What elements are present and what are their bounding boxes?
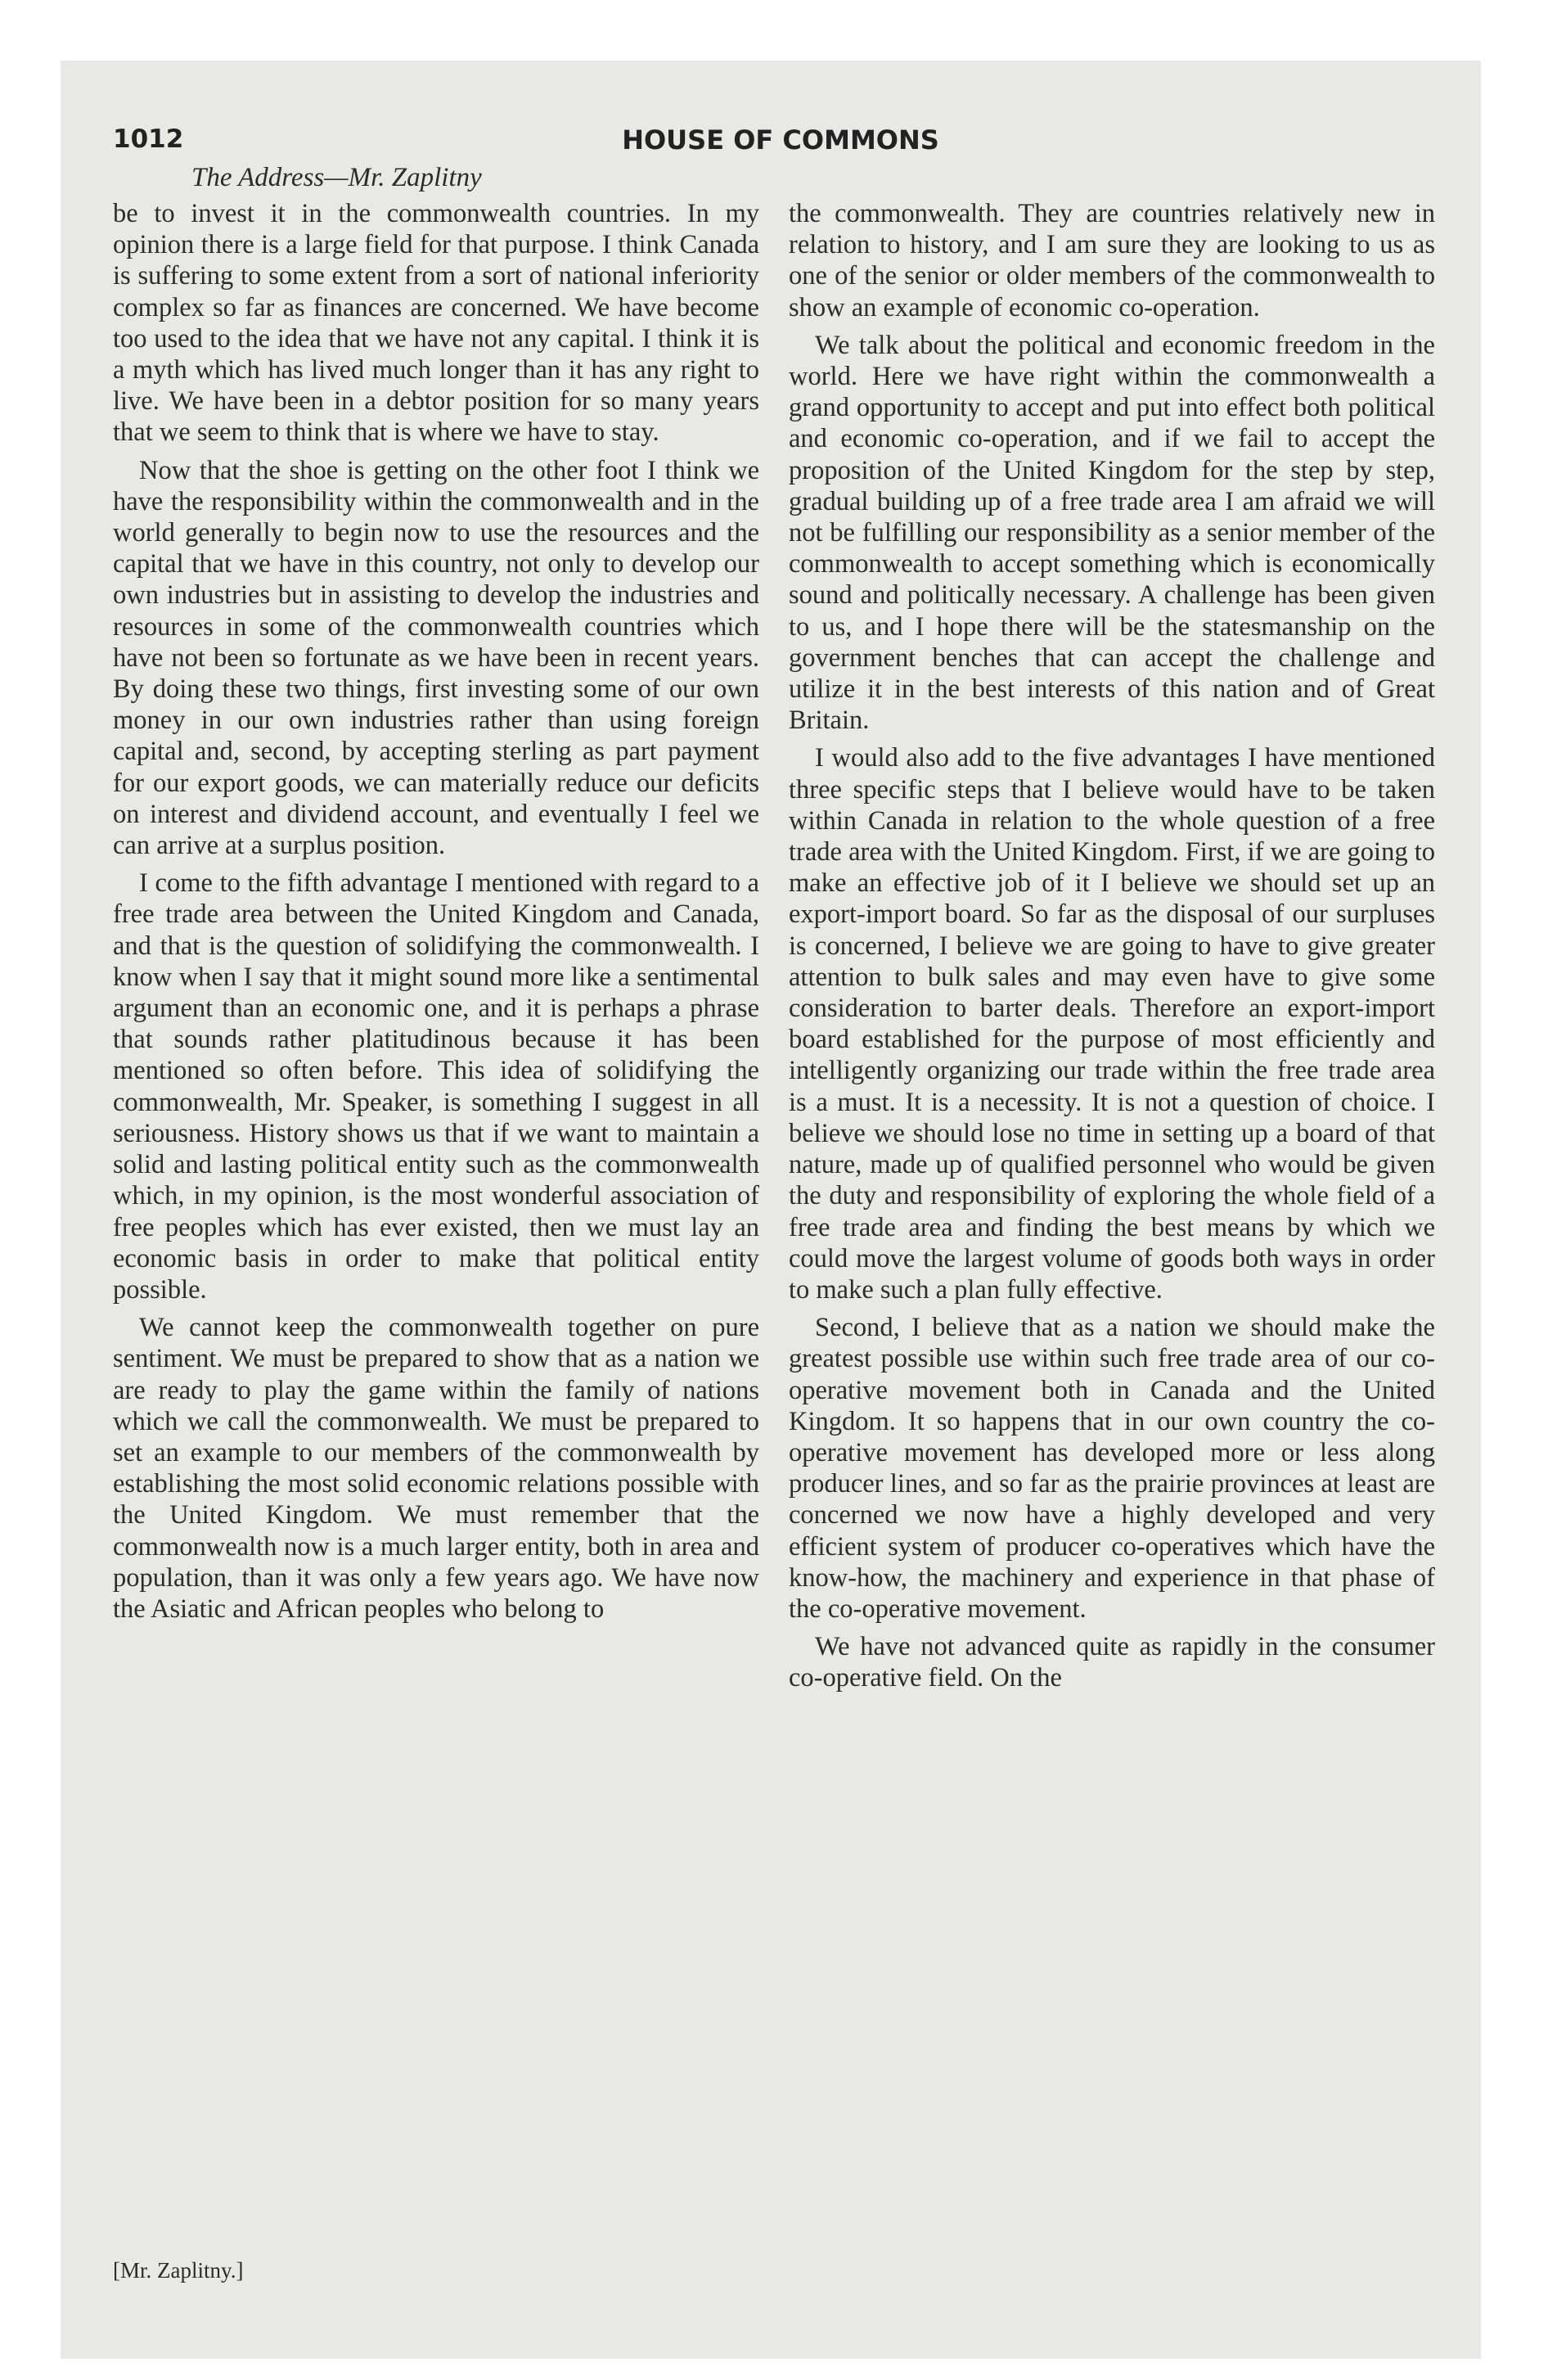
- paragraph: be to invest it in the commonwealth countries. In my opinion there is a large field for that purpose. I think Canada is suffering to some extent from a sort of national inferiority complex so far as finances are concerned. We have become too used to the idea that we have not any capital. I think it is a myth which has lived much longer than it has any right to live. We have been in a debtor position for so many years that we seem to think that is where we have to stay.: [113, 199, 759, 448]
- paragraph: We cannot keep the commonwealth together on pure sentiment. We must be prepared to show that as a nation we are ready to play the game within the family of nations which we call the commonwealth. We must be prepared to set an example to our members of the commonwealth by establishing the most solid economic relations possible with the United Kingdom. We must remember that the commonwealth now is a much larger entity, both in area and population, than it was only a few years ago. We have now the Asiatic and African peoples who belong to: [113, 1313, 759, 1624]
- page: [61, 61, 1481, 2359]
- paragraph: I would also add to the five advantages I have mentioned three specific steps that I believe would have to be taken within Canada in relation to the whole question of a free trade area with the United Kingdom. First, if we are going to make an effective job of it I believe we should set up an export-import board. So far as the disposal of our surpluses is concerned, I believe we are going to have to give greater attention to bulk sales and may even have to give some consideration to barter deals. Therefore an export-import board established for the purpose of most efficiently and intelligently organizing our trade within the free trade area is a must. It is a necessity. It is not a question of choice. I believe we should lose no time in setting up a board of that nature, made up of qualified personnel who would be given the duty and responsibility of exploring the whole field of a free trade area and finding the best means by which we could move the largest volume of goods both ways in order to make such a plan fully effective.: [789, 743, 1435, 1305]
- left-column: [113, 198, 759, 1631]
- paragraph: Second, I believe that as a nation we should make the greatest possible use within such free trade area of our co-operative movement both in Canada and the United Kingdom. It so happens that in our own country the co-operative movement has developed more or less along producer lines, and so far as the prairie provinces at least are concerned we now have a highly developed and very efficient system of producer co-operatives which have the know-how, the machinery and experience in that phase of the co-operative movement.: [789, 1313, 1435, 1624]
- page-header: [113, 124, 1415, 165]
- page-number: 1012: [113, 124, 184, 154]
- running-head: HOUSE OF COMMONS: [622, 124, 939, 156]
- paragraph: the commonwealth. They are countries relatively new in relation to history, and I am sure they are looking to us as one of the senior or older members of the commonwealth to show an example of economic co-operation.: [789, 199, 1435, 322]
- paragraph: We talk about the political and economic freedom in the world. Here we have right within the commonwealth a grand opportunity to accept and put into effect both political and economic co-operation, and if we fail to accept the proposition of the United Kingdom for the step by step, gradual building up of a free trade area I am afraid we will not be fulfilling our responsibility as a senior member of the commonwealth to accept something which is economically sound and politically necessary. A challenge has been given to us, and I hope there will be the statesmanship on the government benches that can accept the challenge and utilize it in the best interests of this nation and of Great Britain.: [789, 330, 1435, 736]
- paragraph: I come to the fifth advantage I mentioned with regard to a free trade area between the United Kingdom and Canada, and that is the question of solidifying the commonwealth. I know when I say that it might sound more like a sentimental argument than an economic one, and it is perhaps a phrase that sounds rather platitudinous because it has been mentioned so often before. This idea of solidifying the commonwealth, Mr. Speaker, is something I suggest in all seriousness. History shows us that if we want to maintain a solid and lasting political entity such as the commonwealth which, in my opinion, is the most wonderful association of free peoples which has ever existed, then we must lay an economic basis in order to make that political entity possible.: [113, 868, 759, 1305]
- right-column: [789, 198, 1435, 1701]
- paragraph: Now that the shoe is getting on the other foot I think we have the responsibility within the commonwealth and in the world generally to begin now to use the resources and the capital that we have in this country, not only to develop our own industries but in assisting to develop the industries and resources in some of the commonwealth countries which have not been so fortunate as we have been in recent years. By doing these two things, first investing some of our own money in our own industries rather than using foreign capital and, second, by accepting sterling as part payment for our export goods, we can materially reduce our deficits on interest and dividend account, and eventually I feel we can arrive at a surplus position.: [113, 455, 759, 861]
- paragraph: We have not advanced quite as rapidly in the consumer co-operative field. On the: [789, 1632, 1435, 1693]
- speaker-footer: [Mr. Zaplitny.]: [113, 2258, 244, 2283]
- section-subhead: The Address—Mr. Zaplitny: [191, 163, 482, 192]
